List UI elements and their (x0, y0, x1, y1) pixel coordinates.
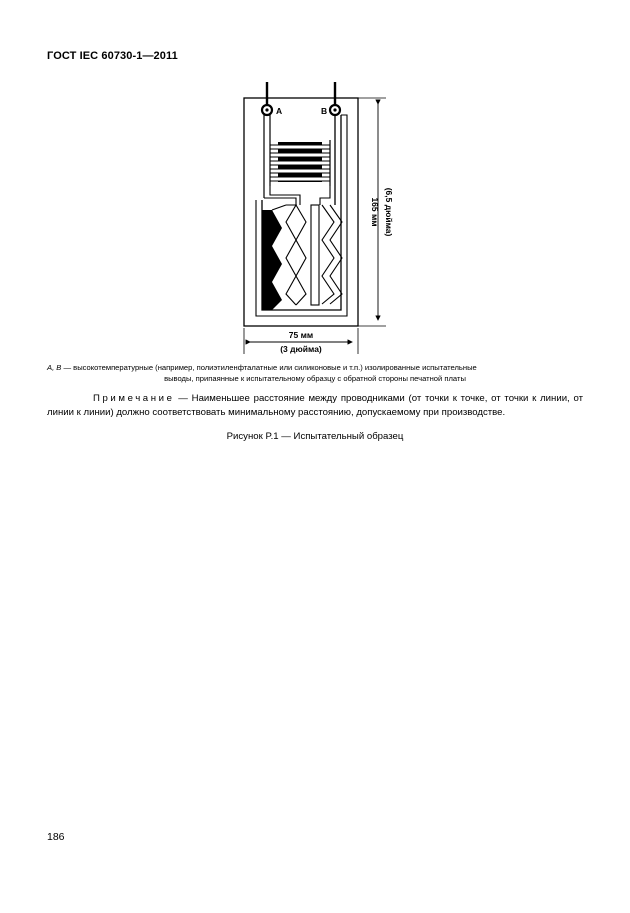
height-mm-label: 165 мм (370, 197, 380, 227)
comb-pattern (270, 140, 330, 186)
legend-text-line2: выводы, припаянные к испытательному образцу с обратной стороны печатной платы (164, 374, 466, 383)
height-in-label: (6,5 дюйма) (384, 187, 394, 237)
zigzag-solid-left (262, 210, 282, 310)
conductor-a (264, 115, 270, 198)
note-paragraph (47, 392, 583, 419)
center-strip (311, 205, 319, 305)
page-number: 186 (47, 831, 65, 843)
note-text: — Наименьшее расстояние между проводниками (от точки к точке, от точки к линии, от линии к линии) должно соответствовать минимальному расстоянию, допускаемому при производстве. (47, 393, 583, 418)
zigzag-strip-right (322, 205, 342, 304)
width-in-label: (3 дюйма) (280, 344, 322, 354)
figure-legend (47, 362, 583, 384)
width-mm-label: 75 мм (288, 330, 314, 340)
zigzag-strip-1 (286, 205, 296, 305)
note-lead: Примечание (93, 393, 175, 404)
document-header: ГОСТ IEC 60730-1—2011 (47, 50, 178, 62)
terminal-label-a: A (276, 106, 283, 116)
legend-text-line1: — высокотемпературные (например, полиэтиленфталатные или силиконовые и т.п.) изолированные испытательные (61, 363, 477, 372)
legend-designators: A, B (47, 363, 62, 372)
terminal-label-b: B (321, 106, 328, 116)
figure-caption: Рисунок P.1 — Испытательный образец (226, 431, 404, 442)
